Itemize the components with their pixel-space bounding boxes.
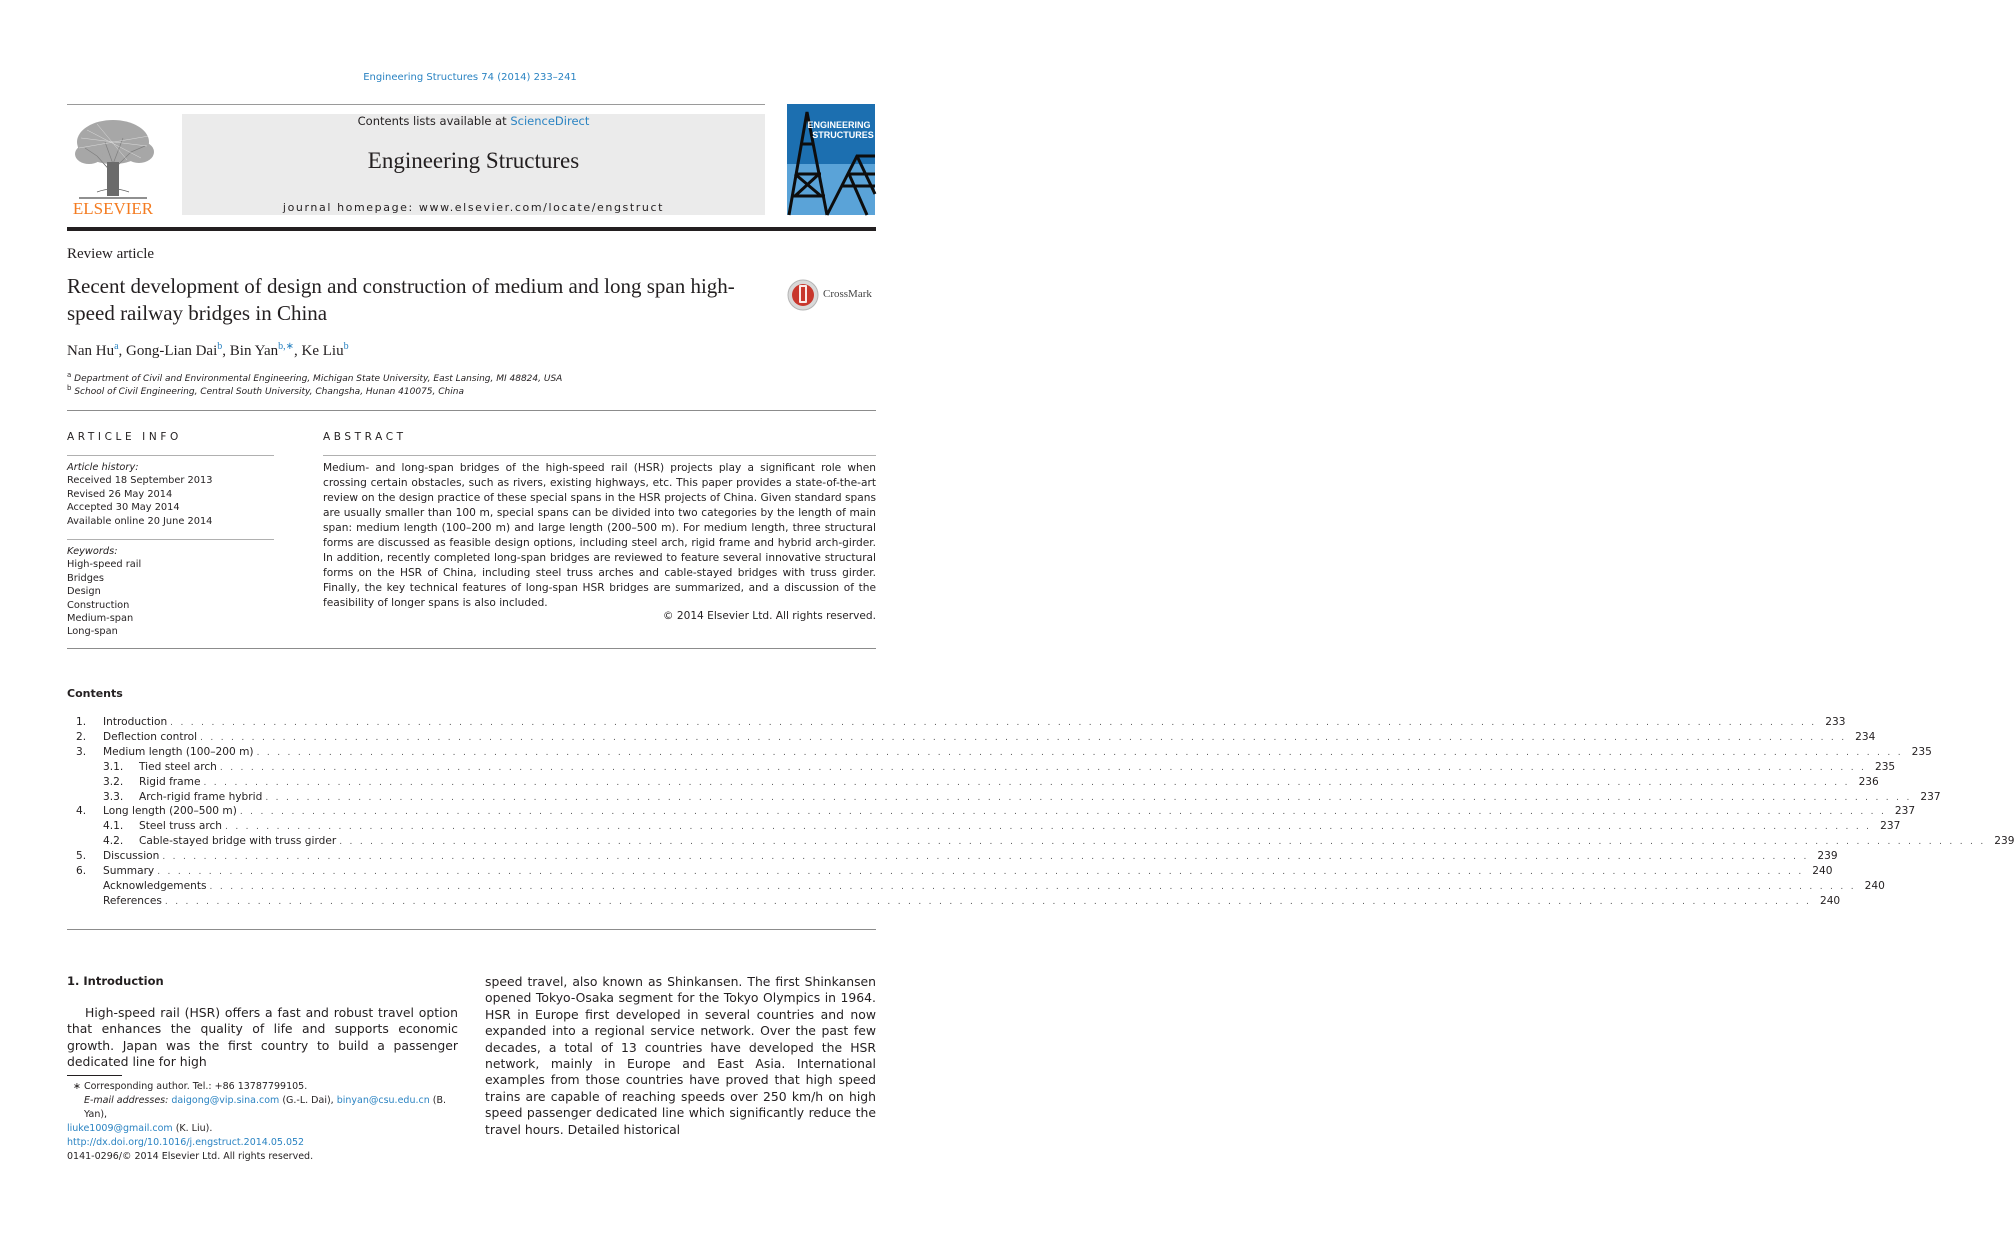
toc-label: Cable-stayed bridge with truss girder: [139, 835, 337, 848]
toc-entry[interactable]: [76, 730, 1876, 746]
history-online: Available online 20 June 2014: [67, 515, 213, 527]
toc-leader: . . . . . . . . . . . . . . . . . . . . . . . . . . . . . . . . . . . . . . . . . . . . . . . . . . . . . . . . . . . . . . . . . . . . . . . . . . . . . . . . . . . . . . . . . . . . . . . . . . . . . . . . . . . . . . . . . . . . . . . . . . . . . . . . . . . . . . . . . . . . . . . . . . . . . . . . . . . . . . . .: [170, 718, 1817, 728]
toc-entry[interactable]: [76, 820, 1901, 835]
toc-entry[interactable]: [76, 760, 1896, 776]
author[interactable]: Gong-Lian Dai$^b$: [126, 341, 223, 359]
header-top-rule: [67, 104, 765, 105]
history-revised: Revised 26 May 2014: [67, 488, 173, 500]
toc-page: 233: [1825, 716, 1846, 728]
publisher-wordmark: ELSEVIER: [72, 199, 154, 218]
toc-label: Tied steel arch: [139, 760, 217, 773]
cover-bridge-icon: [787, 104, 875, 215]
crossmark-icon: [787, 279, 821, 313]
author-list: Nan Hu$^a$, Gong-Lian Dai$^b$, Bin Yan$^{b,∗}$, Ke Liu$^b$: [67, 341, 349, 359]
toc-page: 236: [1858, 775, 1879, 788]
intro-paragraph: High-speed rail (HSR) offers a fast and robust travel option that enhances the quality of life and supports economic growth. Japan was the first country to build a passenger dedicated line for high: [67, 1005, 458, 1070]
email-link-yan[interactable]: binyan@csu.edu.cn: [336, 1095, 430, 1106]
toc-label: Discussion: [103, 850, 160, 863]
journal-reference[interactable]: Engineering Structures 74 (2014) 233–241: [363, 72, 577, 83]
toc-label: Rigid frame: [139, 775, 201, 788]
body-column-left: [67, 1005, 458, 1071]
contents-title: Contents: [67, 687, 123, 700]
keyword: Long-span: [67, 626, 118, 638]
toc-page: 239: [1994, 835, 2015, 848]
toc-leader: . . . . . . . . . . . . . . . . . . . . . . . . . . . . . . . . . . . . . . . . . . . . . . . . . . . . . . . . . . . . . . . . . . . . . . . . . . . . . . . . . . . . . . . . . . . . . . . . . . . . . . . . . . . . . . . . . . . . . . . . . . . . . . . . . . . . . . . . . . . . . . . . . . . . . . . . . . . . . . . .: [265, 792, 1912, 803]
toc-number: 4.2.: [103, 835, 124, 848]
toc-leader: . . . . . . . . . . . . . . . . . . . . . . . . . . . . . . . . . . . . . . . . . . . . . . . . . . . . . . . . . . . . . . . . . . . . . . . . . . . . . . . . . . . . . . . . . . . . . . . . . . . . . . . . . . . . . . . . . . . . . . . . . . . . . . . . . . . . . . . . . . . . . . . . . . . . . . . . . . . . . . . .: [209, 881, 1856, 892]
toc-entry[interactable]: [76, 790, 1941, 806]
intro-paragraph-continued: speed travel, also known as Shinkansen. The first Shinkansen opened Tokyo-Osaka segment for the Tokyo Olympics in 1964. HSR in Europe first developed in several countries and now expanded into a regional service network. Over the past few decades, a total of 13 countries have developed the HSR network, mainly in Europe and East Asia. International examples from those countries have proved that high speed trains are capable of reaching speeds over 250 km/h on high speed passenger dedicated line which significantly reduce the travel hours. Detailed historical: [485, 974, 876, 1137]
crossmark-label: CrossMark: [823, 288, 872, 300]
toc-label: Summary: [103, 865, 155, 877]
footnote-rule: [67, 1075, 122, 1076]
toc-number: 3.: [76, 745, 87, 758]
email-addresses: E-mail addresses: daigong@vip.sina.com (G.-L. Dai), binyan@csu.edu.cn (B. Yan),: [84, 1095, 446, 1120]
journal-name: Engineering Structures: [367, 148, 580, 173]
elsevier-tree-icon: [67, 112, 159, 216]
email-label: E-mail addresses:: [84, 1095, 169, 1106]
toc-leader: . . . . . . . . . . . . . . . . . . . . . . . . . . . . . . . . . . . . . . . . . . . . . . . . . . . . . . . . . . . . . . . . . . . . . . . . . . . . . . . . . . . . . . . . . . . . . . . . . . . . . . . . . . . . . . . . . . . . . . . . . . . . . . . . . . . . . . . . . . . . . . . . . . . . . . . . . . . . . . . .: [162, 852, 1809, 863]
toc-number: 4.: [76, 805, 87, 818]
abstract-heading: ABSTRACT: [323, 431, 407, 443]
article-info-heading: ARTICLE INFO: [67, 431, 182, 443]
article-info-rule: [67, 455, 274, 456]
toc-leader: . . . . . . . . . . . . . . . . . . . . . . . . . . . . . . . . . . . . . . . . . . . . . . . . . . . . . . . . . . . . . . . . . . . . . . . . . . . . . . . . . . . . . . . . . . . . . . . . . . . . . . . . . . . . . . . . . . . . . . . . . . . . . . . . . . . . . . . . . . . . . . . . . . . . . . . . . . . . . . . .: [225, 822, 1872, 833]
article-type: Review article: [67, 246, 155, 262]
title-block-rule: [67, 410, 876, 411]
toc-page: 240: [1864, 879, 1885, 892]
toc-leader: . . . . . . . . . . . . . . . . . . . . . . . . . . . . . . . . . . . . . . . . . . . . . . . . . . . . . . . . . . . . . . . . . . . . . . . . . . . . . . . . . . . . . . . . . . . . . . . . . . . . . . . . . . . . . . . . . . . . . . . . . . . . . . . . . . . . . . . . . . . . . . . . . . . . . . . . . . . . . . . .: [219, 762, 1867, 773]
keywords-label: Keywords:: [67, 546, 118, 557]
toc-number: 3.2.: [103, 775, 124, 788]
abstract-rule: [323, 455, 876, 456]
keyword: Design: [67, 586, 101, 598]
abstract-bottom-rule: [67, 648, 876, 649]
toc-entry[interactable]: [76, 835, 2015, 850]
cover-title-line2: STRUCTURES: [812, 130, 874, 140]
journal-homepage[interactable]: journal homepage: www.elsevier.com/locate/engstruct: [282, 201, 665, 214]
toc-label: Arch-rigid frame hybrid: [139, 790, 263, 803]
toc-entry[interactable]: [76, 865, 1833, 880]
toc-leader: . . . . . . . . . . . . . . . . . . . . . . . . . . . . . . . . . . . . . . . . . . . . . . . . . . . . . . . . . . . . . . . . . . . . . . . . . . . . . . . . . . . . . . . . . . . . . . . . . . . . . . . . . . . . . . . . . . . . . . . . . . . . . . . . . . . . . . . . . . . . . . . . . . . . . . . . . . . . . . . .: [157, 867, 1804, 877]
history-label: Article history:: [67, 462, 139, 473]
journal-cover-image[interactable]: [787, 104, 875, 215]
toc-entry[interactable]: [76, 775, 1879, 791]
toc-entry[interactable]: [76, 716, 1846, 731]
toc-label: Medium length (100–200 m): [103, 745, 254, 758]
elsevier-logo: [67, 112, 159, 216]
toc-page: 237: [1894, 805, 1916, 818]
author[interactable]: Ke Liu$^b$: [301, 341, 349, 359]
toc-number: 1.: [76, 716, 87, 728]
toc-number: 2.: [76, 730, 87, 743]
toc-number: 3.1.: [103, 760, 124, 773]
article-history: [67, 461, 212, 528]
sciencedirect-link[interactable]: ScienceDirect: [510, 114, 590, 128]
keyword: Medium-span: [67, 613, 134, 625]
corresponding-author: ∗ Corresponding author. Tel.: +86 13787799105.: [73, 1081, 308, 1092]
keyword: Construction: [67, 599, 130, 611]
masthead-thick-rule: [67, 227, 876, 231]
toc-entry[interactable]: [76, 879, 1885, 895]
email-addresses-cont: liuke1009@gmail.com (K. Liu).: [67, 1123, 213, 1134]
email-link-dai[interactable]: daigong@vip.sina.com: [171, 1095, 280, 1106]
toc-number: 4.1.: [103, 820, 124, 833]
toc-entry[interactable]: [76, 805, 1916, 820]
crossmark-badge[interactable]: [787, 279, 877, 311]
toc-label: Acknowledgements: [103, 879, 207, 892]
contents-prefix: Contents lists available at: [357, 114, 511, 128]
history-accepted: Accepted 30 May 2014: [67, 502, 180, 514]
doi-block: [67, 1136, 313, 1164]
keyword: Bridges: [67, 572, 105, 584]
author[interactable]: Bin Yan$^{b,∗}$: [229, 341, 295, 359]
toc-entry[interactable]: [76, 894, 1841, 910]
keywords: [67, 545, 141, 639]
toc-leader: . . . . . . . . . . . . . . . . . . . . . . . . . . . . . . . . . . . . . . . . . . . . . . . . . . . . . . . . . . . . . . . . . . . . . . . . . . . . . . . . . . . . . . . . . . . . . . . . . . . . . . . . . . . . . . . . . . . . . . . . . . . . . . . . . . . . . . . . . . . . . . . . . . . . . . . . . . . . . . . .: [239, 807, 1887, 818]
toc-page: 235: [1911, 745, 1932, 758]
keyword: High-speed rail: [67, 559, 142, 571]
toc-leader: . . . . . . . . . . . . . . . . . . . . . . . . . . . . . . . . . . . . . . . . . . . . . . . . . . . . . . . . . . . . . . . . . . . . . . . . . . . . . . . . . . . . . . . . . . . . . . . . . . . . . . . . . . . . . . . . . . . . . . . . . . . . . . . . . . . . . . . . . . . . . . . . . . . . . . . . . . . . . . . .: [256, 747, 1903, 758]
author[interactable]: Nan Hu$^a$: [67, 341, 119, 359]
footnote: [67, 1080, 458, 1136]
toc-leader: . . . . . . . . . . . . . . . . . . . . . . . . . . . . . . . . . . . . . . . . . . . . . . . . . . . . . . . . . . . . . . . . . . . . . . . . . . . . . . . . . . . . . . . . . . . . . . . . . . . . . . . . . . . . . . . . . . . . . . . . . . . . . . . . . . . . . . . . . . . . . . . . . . . . . . . . . . . . . . . .: [339, 837, 1986, 848]
contents-bottom-rule: [67, 929, 876, 930]
body-column-right: [485, 974, 876, 1138]
toc-label: Introduction: [103, 716, 168, 728]
issn-copyright: 0141-0296/© 2014 Elsevier Ltd. All rights reserved.: [67, 1151, 314, 1162]
cover-title-line1: ENGINEERING: [807, 120, 871, 130]
affiliation-b: $^b$ School of Civil Engineering, Central South University, Changsha, Hunan 410075, China: [67, 384, 464, 397]
toc-page: 240: [1819, 894, 1841, 907]
toc-leader: . . . . . . . . . . . . . . . . . . . . . . . . . . . . . . . . . . . . . . . . . . . . . . . . . . . . . . . . . . . . . . . . . . . . . . . . . . . . . . . . . . . . . . . . . . . . . . . . . . . . . . . . . . . . . . . . . . . . . . . . . . . . . . . . . . . . . . . . . . . . . . . . . . . . . . . . . . . . . . . .: [203, 777, 1850, 788]
abstract-copyright: © 2014 Elsevier Ltd. All rights reserved.: [662, 610, 876, 622]
toc-leader: . . . . . . . . . . . . . . . . . . . . . . . . . . . . . . . . . . . . . . . . . . . . . . . . . . . . . . . . . . . . . . . . . . . . . . . . . . . . . . . . . . . . . . . . . . . . . . . . . . . . . . . . . . . . . . . . . . . . . . . . . . . . . . . . . . . . . . . . . . . . . . . . . . . . . . . . . . . . . . . .: [164, 896, 1812, 907]
toc-entry[interactable]: [76, 850, 1838, 865]
toc-leader: . . . . . . . . . . . . . . . . . . . . . . . . . . . . . . . . . . . . . . . . . . . . . . . . . . . . . . . . . . . . . . . . . . . . . . . . . . . . . . . . . . . . . . . . . . . . . . . . . . . . . . . . . . . . . . . . . . . . . . . . . . . . . . . . . . . . . . . . . . . . . . . . . . . . . . . . . . . . . . . .: [200, 732, 1847, 743]
toc-label: Long length (200–500 m): [103, 805, 237, 818]
toc-page: 239: [1817, 850, 1838, 863]
toc-page: 237: [1880, 820, 1901, 833]
toc-page: 240: [1812, 865, 1833, 877]
toc-entry[interactable]: [76, 745, 1932, 761]
abstract-text: Medium- and long-span bridges of the high-speed rail (HSR) projects play a significant role when crossing certain obstacles, such as rivers, existing highways, etc. This paper provides a state-of-the-art review on the design practice of these special spans in the HSR projects of China. Given standard spans are usually smaller than 100 m, special spans can be divided into two categories by the length of main span: medium length (100–200 m) and large length (200–500 m). For medium length, three structural forms are discussed as feasible design options, including steel arch, rigid frame and hybrid arch-girder. In addition, recently completed long-span bridges are reviewed to feature several innovative structural forms on the HSR of China, including steel truss arches and cable-stayed bridges with truss girder. Finally, the key technical features of long-span HSR bridges are summarized, and a discussion of the feasibility of longer spans is also included.: [323, 462, 876, 609]
contents-available-line: [182, 114, 765, 128]
toc-page: 234: [1855, 730, 1876, 743]
toc-number: 3.3.: [103, 790, 124, 803]
toc-number: 5.: [76, 850, 87, 863]
toc-label: Steel truss arch: [139, 820, 223, 833]
doi-link[interactable]: http://dx.doi.org/10.1016/j.engstruct.2014.05.052: [67, 1137, 305, 1148]
toc-number: 6.: [76, 865, 87, 877]
keywords-rule: [67, 539, 274, 540]
toc-label: References: [103, 894, 162, 907]
article-title: Recent development of design and construction of medium and long span high-speed railway bridges in China: [67, 274, 735, 325]
affiliation-a: $^a$ Department of Civil and Environmental Engineering, Michigan State University, East Lansing, MI 48824, USA: [67, 371, 563, 384]
email-link-liu[interactable]: liuke1009@gmail.com: [67, 1123, 173, 1134]
toc-page: 235: [1874, 760, 1896, 773]
toc-label: Deflection control: [103, 730, 198, 743]
toc-page: 237: [1920, 790, 1941, 803]
section-heading-introduction: 1. Introduction: [67, 974, 164, 988]
history-received: Received 18 September 2013: [67, 475, 213, 487]
